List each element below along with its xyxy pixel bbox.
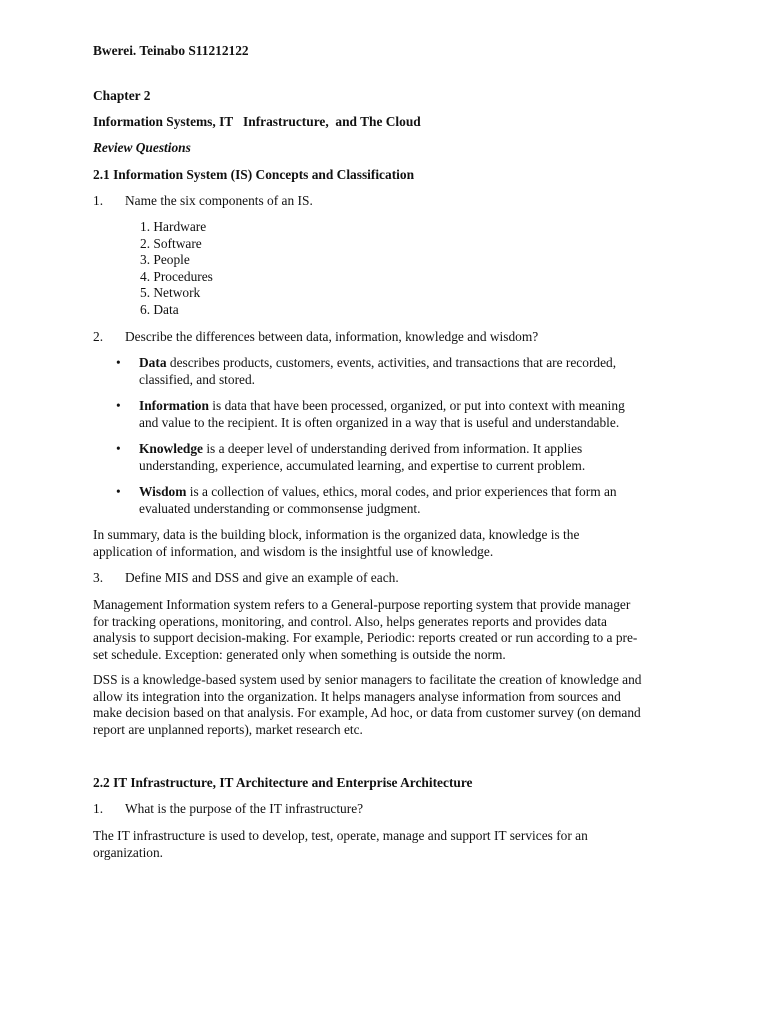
bullet-icon: • bbox=[116, 398, 121, 413]
question-text: Name the six components of an IS. bbox=[125, 193, 313, 208]
question-2 bbox=[93, 329, 538, 346]
bullet-line: and value to the recipient. It is often organized in a way that is useful and understandable. bbox=[139, 414, 620, 430]
bullet-icon: • bbox=[116, 355, 121, 370]
bullet-term: Wisdom bbox=[139, 484, 187, 499]
bullet-text bbox=[139, 484, 617, 517]
paragraph-line: for tracking operations, monitoring, and control. Also, helps generates reports and provides data bbox=[93, 613, 607, 629]
bullet-knowledge bbox=[0, 441, 700, 475]
question-text: Describe the differences between data, information, knowledge and wisdom? bbox=[125, 329, 539, 344]
paragraph-line: DSS is a knowledge-based system used by senior managers to facilitate the creation of knowledge and bbox=[93, 672, 642, 687]
question-2-2-1 bbox=[93, 801, 363, 818]
question-number: 3. bbox=[93, 570, 104, 585]
dss-paragraph bbox=[93, 672, 693, 738]
list-item: 6. Data bbox=[140, 301, 179, 317]
bullet-line: classified, and stored. bbox=[139, 371, 256, 387]
bullet-icon: • bbox=[116, 484, 121, 499]
list-item: 1. Hardware bbox=[140, 219, 207, 234]
paragraph-line: Management Information system refers to a General-purpose reporting system that provide manager bbox=[93, 597, 631, 612]
bullet-term: Knowledge bbox=[139, 441, 203, 456]
bullet-term: Data bbox=[139, 355, 167, 370]
bullet-line: is a deeper level of understanding derived from information. It applies bbox=[202, 441, 583, 456]
paragraph-line: report are unplanned reports), market research etc. bbox=[93, 721, 363, 737]
paragraph-line: make decision based on that analysis. For example, Ad hoc, or data from customer survey (on demand bbox=[93, 705, 641, 721]
section-2-2-heading: 2.2 IT Infrastructure, IT Architecture and Enterprise Architecture bbox=[93, 775, 473, 790]
paragraph-line: set schedule. Exception: generated only when something is outside the norm. bbox=[93, 646, 506, 662]
question-1 bbox=[93, 193, 313, 210]
list-item: 4. Procedures bbox=[140, 268, 213, 284]
chapter-heading: Chapter 2 bbox=[93, 88, 151, 103]
it-infrastructure-paragraph bbox=[93, 828, 693, 861]
question-number: 2. bbox=[93, 329, 104, 344]
bullet-line: evaluated understanding or commonsense judgment. bbox=[139, 500, 421, 516]
list-item: 5. Network bbox=[140, 285, 201, 301]
bullet-text bbox=[139, 398, 625, 431]
bullet-icon: • bbox=[116, 441, 121, 456]
bullet-line: describes products, customers, events, activities, and transactions that are recorded, bbox=[166, 355, 617, 370]
paragraph-line: In summary, data is the building block, information is the organized data, knowledge is the bbox=[93, 527, 580, 542]
bullet-line: is a collection of values, ethics, moral codes, and prior experiences that form an bbox=[186, 484, 617, 499]
author-line: Bwerei. Teinabo S11212122 bbox=[93, 43, 249, 58]
question-number: 1. bbox=[93, 801, 104, 816]
review-questions-heading: Review Questions bbox=[93, 140, 191, 155]
paragraph-line: The IT infrastructure is used to develop, test, operate, manage and support IT services for an bbox=[93, 828, 588, 843]
paragraph-line: organization. bbox=[93, 844, 164, 860]
question-number: 1. bbox=[93, 193, 104, 208]
list-item: 3. People bbox=[140, 252, 190, 268]
components-list bbox=[140, 219, 213, 319]
bullet-information bbox=[0, 398, 700, 432]
bullet-data bbox=[0, 355, 700, 389]
paragraph-line: allow its integration into the organization. It helps managers analyse information from sources and bbox=[93, 688, 621, 704]
summary-paragraph bbox=[93, 527, 693, 560]
mis-paragraph bbox=[93, 597, 693, 663]
question-3 bbox=[93, 570, 399, 587]
chapter-title: Information Systems, IT Infrastructure, and The Cloud bbox=[93, 114, 421, 129]
question-text: What is the purpose of the IT infrastructure? bbox=[125, 801, 364, 816]
bullet-text bbox=[139, 355, 616, 388]
bullet-wisdom bbox=[0, 484, 700, 518]
bullet-line: is data that have been processed, organized, or put into context with meaning bbox=[208, 398, 625, 413]
list-item: 2. Software bbox=[140, 235, 202, 251]
bullet-line: understanding, experience, accumulated learning, and expertise to current problem. bbox=[139, 457, 586, 473]
bullet-text bbox=[139, 441, 585, 474]
question-text: Define MIS and DSS and give an example of each. bbox=[125, 570, 399, 585]
bullet-term: Information bbox=[139, 398, 209, 413]
paragraph-line: application of information, and wisdom is the insightful use of knowledge. bbox=[93, 543, 494, 559]
paragraph-line: analysis to support decision-making. For example, Periodic: reports created or run according to a pre- bbox=[93, 630, 638, 646]
section-2-1-heading: 2.1 Information System (IS) Concepts and Classification bbox=[93, 167, 415, 182]
